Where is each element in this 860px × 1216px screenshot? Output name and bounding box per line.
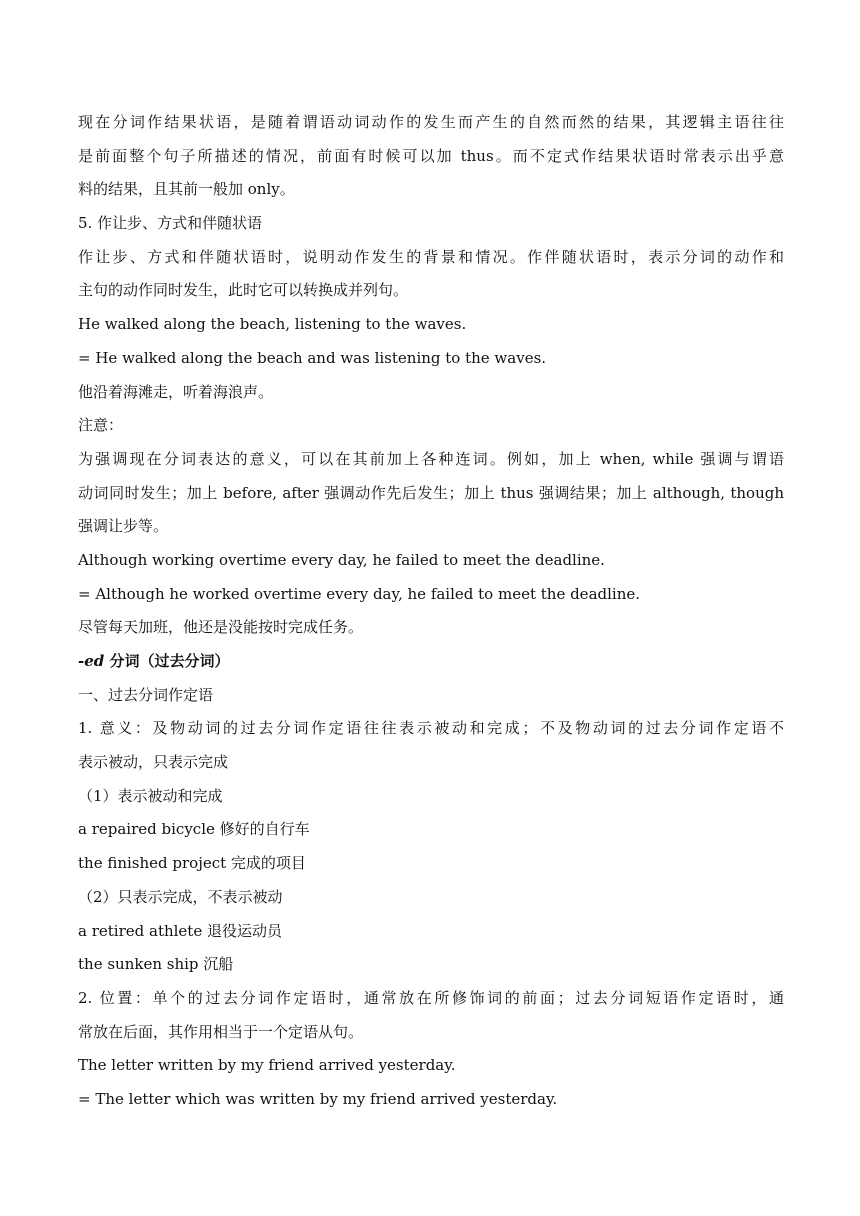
example-phrase: the sunken ship 沉船 bbox=[78, 955, 234, 974]
example-phrase: a repaired bicycle 修好的自行车 bbox=[78, 820, 310, 839]
heading-ed-rest: 分词（过去分词） bbox=[104, 652, 230, 670]
document-page bbox=[78, 106, 784, 1117]
paragraph-line-position-1: 2. 位置：单个的过去分词作定语时，通常放在所修饰词的前面；过去分词短语作定语时，通 bbox=[78, 988, 784, 1007]
heading-ed-prefix: -ed bbox=[78, 652, 105, 670]
paragraph-line-3: 料的结果，且其前一般加 only。 bbox=[78, 180, 295, 199]
paragraph-line-5: 作让步、方式和伴随状语时，说明动作发生的背景和情况。作伴随状语时，表示分词的动作和 bbox=[78, 247, 784, 266]
example-sentence: Although working overtime every day, he failed to meet the deadline. bbox=[78, 550, 605, 569]
example-translation: 尽管每天加班，他还是没能按时完成任务。 bbox=[78, 618, 364, 637]
example-phrase: the finished project 完成的项目 bbox=[78, 854, 306, 873]
point-heading-1: （1）表示被动和完成 bbox=[78, 786, 223, 805]
paragraph-line-meaning-1: 1. 意义：及物动词的过去分词作定语往往表示被动和完成；不及物动词的过去分词作定语不 bbox=[78, 719, 784, 738]
paragraph-line-2: 是前面整个句子所描述的情况，前面有时候可以加 thus。而不定式作结果状语时常表示出乎意 bbox=[78, 146, 784, 165]
example-sentence: He walked along the beach, listening to the waves. bbox=[78, 315, 467, 334]
section-heading-5: 5. 作让步、方式和伴随状语 bbox=[78, 214, 263, 233]
example-equivalent: = The letter which was written by my friend arrived yesterday. bbox=[78, 1089, 558, 1108]
note-line-3: 强调让步等。 bbox=[78, 517, 169, 536]
paragraph-line-meaning-2: 表示被动，只表示完成 bbox=[78, 753, 229, 772]
note-line-1: 为强调现在分词表达的意义，可以在其前加上各种连词。例如，加上 when, while 强调与谓语 bbox=[78, 449, 784, 468]
section-heading-ed-participle bbox=[78, 645, 784, 679]
note-label: 注意： bbox=[78, 416, 124, 435]
subsection-heading-1: 一、过去分词作定语 bbox=[78, 685, 214, 704]
example-sentence: The letter written by my friend arrived yesterday. bbox=[78, 1056, 456, 1075]
note-line-2: 动词同时发生；加上 before, after 强调动作先后发生；加上 thus 强调结果；加上 although, though bbox=[78, 483, 784, 502]
point-heading-2: （2）只表示完成，不表示被动 bbox=[78, 887, 283, 906]
example-phrase: a retired athlete 退役运动员 bbox=[78, 921, 282, 940]
paragraph-line-1: 现在分词作结果状语，是随着谓语动词动作的发生而产生的自然而然的结果，其逻辑主语往往 bbox=[78, 113, 784, 131]
example-equivalent: = Although he worked overtime every day, he failed to meet the deadline. bbox=[78, 584, 641, 603]
paragraph-line-6: 主句的动作同时发生，此时它可以转换成并列句。 bbox=[78, 281, 409, 300]
paragraph-line-position-2: 常放在后面，其作用相当于一个定语从句。 bbox=[78, 1022, 364, 1041]
example-equivalent: = He walked along the beach and was listening to the waves. bbox=[78, 348, 547, 367]
example-translation: 他沿着海滩走，听着海浪声。 bbox=[78, 382, 274, 401]
